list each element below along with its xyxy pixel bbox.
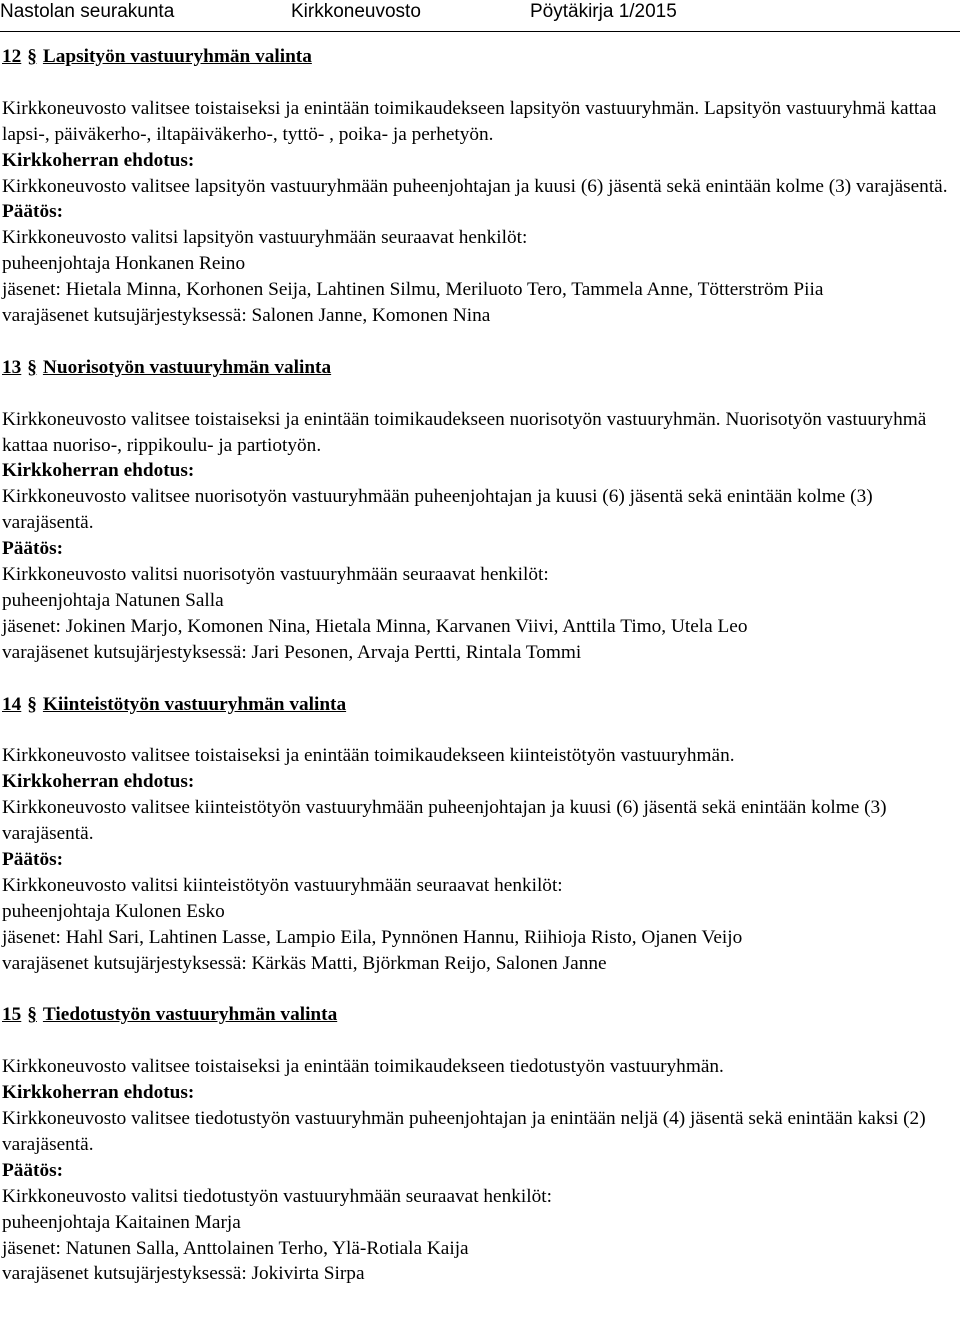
section-sign: § xyxy=(27,1004,37,1026)
decision-label: Päätös: xyxy=(2,538,64,560)
minutes-number: Pöytäkirja 1/2015 xyxy=(530,1,677,22)
section-13 xyxy=(2,355,957,666)
members-line: jäsenet: Jokinen Marjo, Komonen Nina, Hietala Minna, Karvanen Viivi, Anttila Timo, Utela Leo xyxy=(2,615,748,637)
proposal-text: Kirkkoneuvosto valitsee lapsityön vastuuryhmään puheenjohtajan ja kuusi (6) jäsentä sekä enintään kolme (3) varajäsentä. xyxy=(2,175,948,197)
section-intro: Kirkkoneuvosto valitsee toistaiseksi ja enintään toimikaudekseen nuorisotyön vastuuryhmän. Nuorisotyön vastuuryhmä kattaa nuoriso-, rippikoulu- ja partiotyön. xyxy=(2,408,927,456)
section-sign: § xyxy=(27,693,37,715)
section-intro: Kirkkoneuvosto valitsee toistaiseksi ja enintään toimikaudekseen tiedotustyön vastuuryhmän. xyxy=(2,1056,724,1078)
section-12 xyxy=(2,44,957,329)
section-title: Kiinteistötyön vastuuryhmän valinta xyxy=(42,693,347,715)
section-sign: § xyxy=(27,46,37,67)
page-header xyxy=(0,0,960,28)
section-heading xyxy=(2,692,957,718)
section-14 xyxy=(2,692,957,977)
council-name: Kirkkoneuvosto xyxy=(291,1,421,22)
deputies-line: varajäsenet kutsujärjestyksessä: Jari Pesonen, Arvaja Pertti, Rintala Tommi xyxy=(2,641,582,663)
deputies-line: varajäsenet kutsujärjestyksessä: Kärkäs Matti, Björkman Reijo, Salonen Janne xyxy=(2,952,607,974)
proposal-text: Kirkkoneuvosto valitsee kiinteistötyön vastuuryhmään puheenjohtajan ja kuusi (6) jäsentä sekä enintään kolme (3) varajäsentä. xyxy=(2,797,887,845)
proposal-label: Kirkkoherran ehdotus: xyxy=(2,149,195,171)
section-number: 14 xyxy=(2,693,22,715)
members-line: jäsenet: Hietala Minna, Korhonen Seija, Lahtinen Silmu, Meriluoto Tero, Tammela Anne, Tötterström Piia xyxy=(2,279,824,301)
section-intro: Kirkkoneuvosto valitsee toistaiseksi ja enintään toimikaudekseen lapsityön vastuuryhmän. Lapsityön vastuuryhmä kattaa lapsi-, päiväkerho-, iltapäiväkerho-, tyttö- , poika- ja perhetyön. xyxy=(2,97,937,145)
proposal-text: Kirkkoneuvosto valitsee tiedotustyön vastuuryhmän puheenjohtajan ja enintään neljä (4) jäsentä sekä enintään kaksi (2) varajäsentä. xyxy=(2,1108,926,1155)
decision-text: Kirkkoneuvosto valitsi lapsityön vastuuryhmään seuraavat henkilöt: xyxy=(2,227,528,249)
document-body xyxy=(2,44,957,1287)
deputies-line: varajäsenet kutsujärjestyksessä: Jokivirta Sirpa xyxy=(2,1263,365,1285)
members-line: jäsenet: Hahl Sari, Lahtinen Lasse, Lampio Eila, Pynnönen Hannu, Riihioja Risto, Ojanen Veijo xyxy=(2,926,743,948)
decision-label: Päätös: xyxy=(2,201,64,223)
section-number: 13 xyxy=(2,356,22,378)
proposal-label: Kirkkoherran ehdotus: xyxy=(2,1082,195,1104)
proposal-text: Kirkkoneuvosto valitsee nuorisotyön vastuuryhmään puheenjohtajan ja kuusi (6) jäsentä sekä enintään kolme (3) varajäsentä. xyxy=(2,486,873,534)
section-heading xyxy=(2,1002,957,1028)
proposal-label: Kirkkoherran ehdotus: xyxy=(2,771,195,793)
header-divider xyxy=(0,31,960,32)
deputies-line: varajäsenet kutsujärjestyksessä: Salonen Janne, Komonen Nina xyxy=(2,305,491,327)
chair-line: puheenjohtaja Kaitainen Marja xyxy=(2,1211,241,1233)
proposal-label: Kirkkoherran ehdotus: xyxy=(2,460,195,482)
section-sign: § xyxy=(27,356,37,378)
section-title: Tiedotustyön vastuuryhmän valinta xyxy=(42,1004,338,1026)
members-line: jäsenet: Natunen Salla, Anttolainen Terho, Ylä-Rotiala Kaija xyxy=(2,1237,469,1259)
decision-label: Päätös: xyxy=(2,849,64,871)
section-number: 15 xyxy=(2,1004,22,1026)
section-title: Nuorisotyön vastuuryhmän valinta xyxy=(42,356,332,378)
section-number: 12 xyxy=(2,46,22,67)
chair-line: puheenjohtaja Kulonen Esko xyxy=(2,900,225,922)
decision-label: Päätös: xyxy=(2,1159,64,1181)
section-intro: Kirkkoneuvosto valitsee toistaiseksi ja enintään toimikaudekseen kiinteistötyön vastuuryhmän. xyxy=(2,745,735,767)
decision-text: Kirkkoneuvosto valitsi nuorisotyön vastuuryhmään seuraavat henkilöt: xyxy=(2,564,549,586)
chair-line: puheenjohtaja Natunen Salla xyxy=(2,589,224,611)
section-15 xyxy=(2,1002,957,1287)
section-heading xyxy=(2,44,957,70)
section-heading xyxy=(2,355,957,381)
parish-name: Nastolan seurakunta xyxy=(0,1,175,22)
decision-text: Kirkkoneuvosto valitsi kiinteistötyön vastuuryhmään seuraavat henkilöt: xyxy=(2,874,563,896)
chair-line: puheenjohtaja Honkanen Reino xyxy=(2,253,246,275)
decision-text: Kirkkoneuvosto valitsi tiedotustyön vastuuryhmään seuraavat henkilöt: xyxy=(2,1185,552,1207)
section-title: Lapsityön vastuuryhmän valinta xyxy=(42,46,312,67)
